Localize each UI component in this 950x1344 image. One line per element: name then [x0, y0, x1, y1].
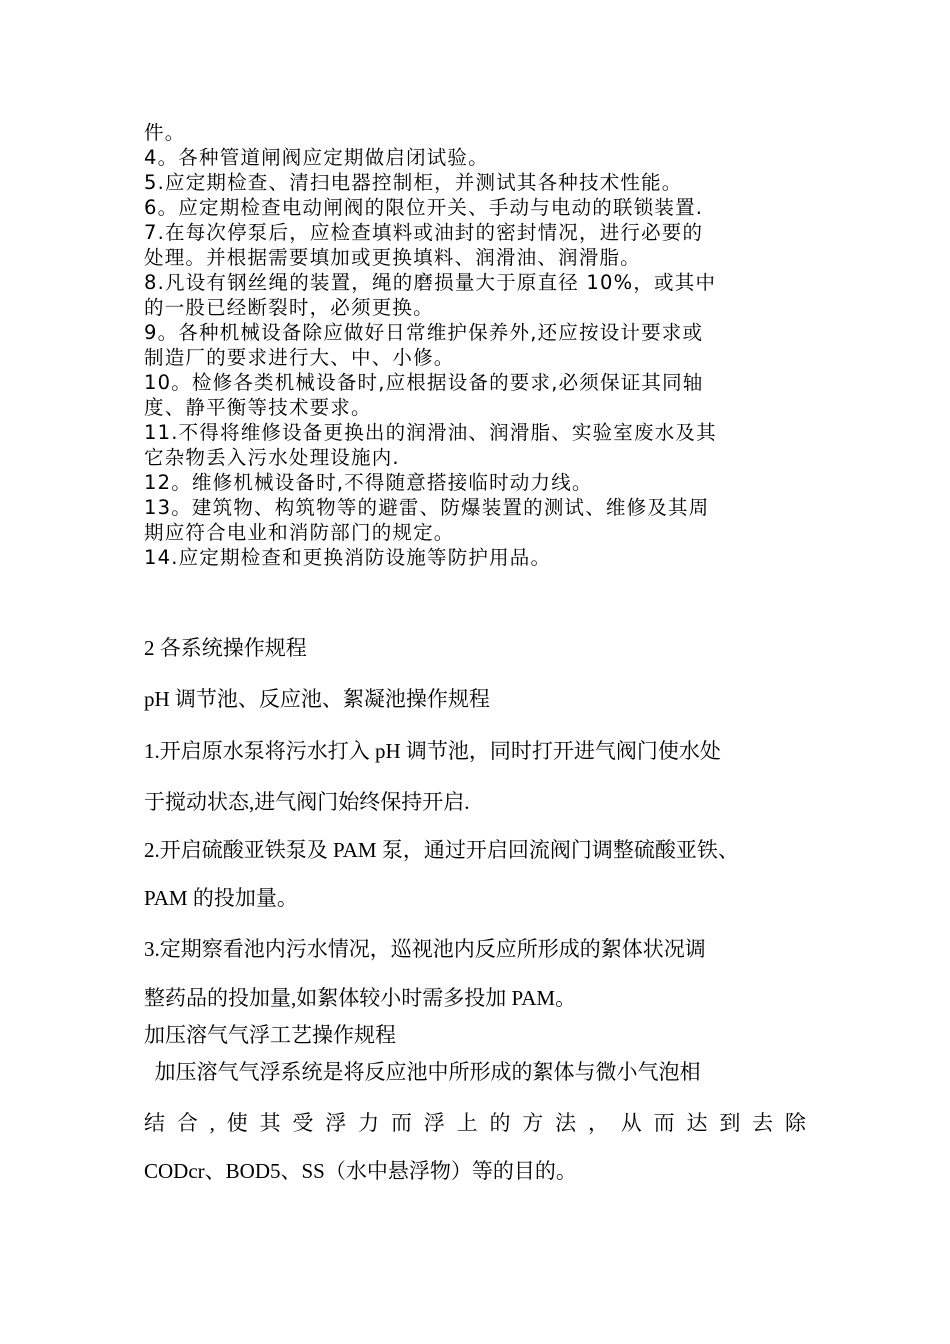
list-item-7-cont: 处理。并根据需要填加或更换填料、润滑油、润滑脂。: [144, 246, 641, 269]
list-item-8-cont: 的一股已经断裂时，必须更换。: [144, 296, 434, 319]
list-line: 件。: [144, 121, 186, 144]
paragraph-line-1: 加压溶气气浮系统是将反应池中所形成的絮体与微小气泡相: [144, 1060, 701, 1084]
list-item-10: 10。检修各类机械设备时,应根据设备的要求,必须保证其同轴: [144, 371, 704, 394]
step-1-line-2: 于搅动状态,进气阀门始终保持开启.: [144, 790, 470, 814]
list-item-14: 14.应定期检查和更换消防设施等防护用品。: [144, 546, 552, 569]
list-item-10-cont: 度、静平衡等技术要求。: [144, 396, 372, 419]
step-1-line-1: 1.开启原水泵将污水打入 pH 调节池，同时打开进气阀门使水处: [144, 739, 721, 763]
paragraph-line-2: 结合,使其受浮力而浮上的方法，从而达到去除: [144, 1111, 806, 1135]
list-item-13: 13。建筑物、构筑物等的避雷、防爆装置的测试、维修及其周: [144, 496, 710, 519]
step-2-line-1: 2.开启硫酸亚铁泵及 PAM 泵，通过开启回流阀门调整硫酸亚铁、: [144, 838, 739, 862]
list-item-11: 11.不得将维修设备更换出的润滑油、润滑脂、实验室废水及其: [144, 421, 717, 444]
step-3-line-2: 整药品的投加量,如絮体较小时需多投加 PAM。: [144, 986, 577, 1010]
list-item-8: 8.凡设有钢丝绳的装置，绳的磨损量大于原直径 10%，或其中: [144, 271, 717, 294]
list-item-12: 12。维修机械设备时,不得随意搭接临时动力线。: [144, 471, 593, 494]
maintenance-list: [144, 120, 816, 570]
list-item-11-cont: 它杂物丢入污水处理设施内.: [144, 446, 400, 469]
list-item-6: 6。应定期检查电动闸阀的限位开关、手动与电动的联锁装置.: [144, 196, 704, 219]
step-3-line-1: 3.定期察看池内污水情况，巡视池内反应所形成的絮体状况调: [144, 937, 706, 961]
list-item-9-cont: 制造厂的要求进行大、中、小修。: [144, 346, 455, 369]
list-item-9: 9。各种机械设备除应做好日常维护保养外,还应按设计要求或: [144, 321, 704, 344]
list-item-13-cont: 期应符合电业和消防部门的规定。: [144, 521, 455, 544]
section-title: 2 各系统操作规程: [144, 636, 307, 660]
subsection-title-ph: pH 调节池、反应池、絮凝池操作规程: [144, 687, 490, 711]
paragraph-line-3: CODcr、BOD5、SS（水中悬浮物）等的目的。: [144, 1159, 577, 1183]
step-2-line-2: PAM 的投加量。: [144, 886, 298, 910]
list-item-5: 5.应定期检查、清扫电器控制柜，并测试其各种技术性能。: [144, 171, 683, 194]
list-item-4: 4。各种管道闸阀应定期做启闭试验。: [144, 146, 489, 169]
list-item-7: 7.在每次停泵后，应检查填料或油封的密封情况，进行必要的: [144, 221, 704, 244]
subsection-title-flotation: 加压溶气气浮工艺操作规程: [144, 1023, 396, 1047]
